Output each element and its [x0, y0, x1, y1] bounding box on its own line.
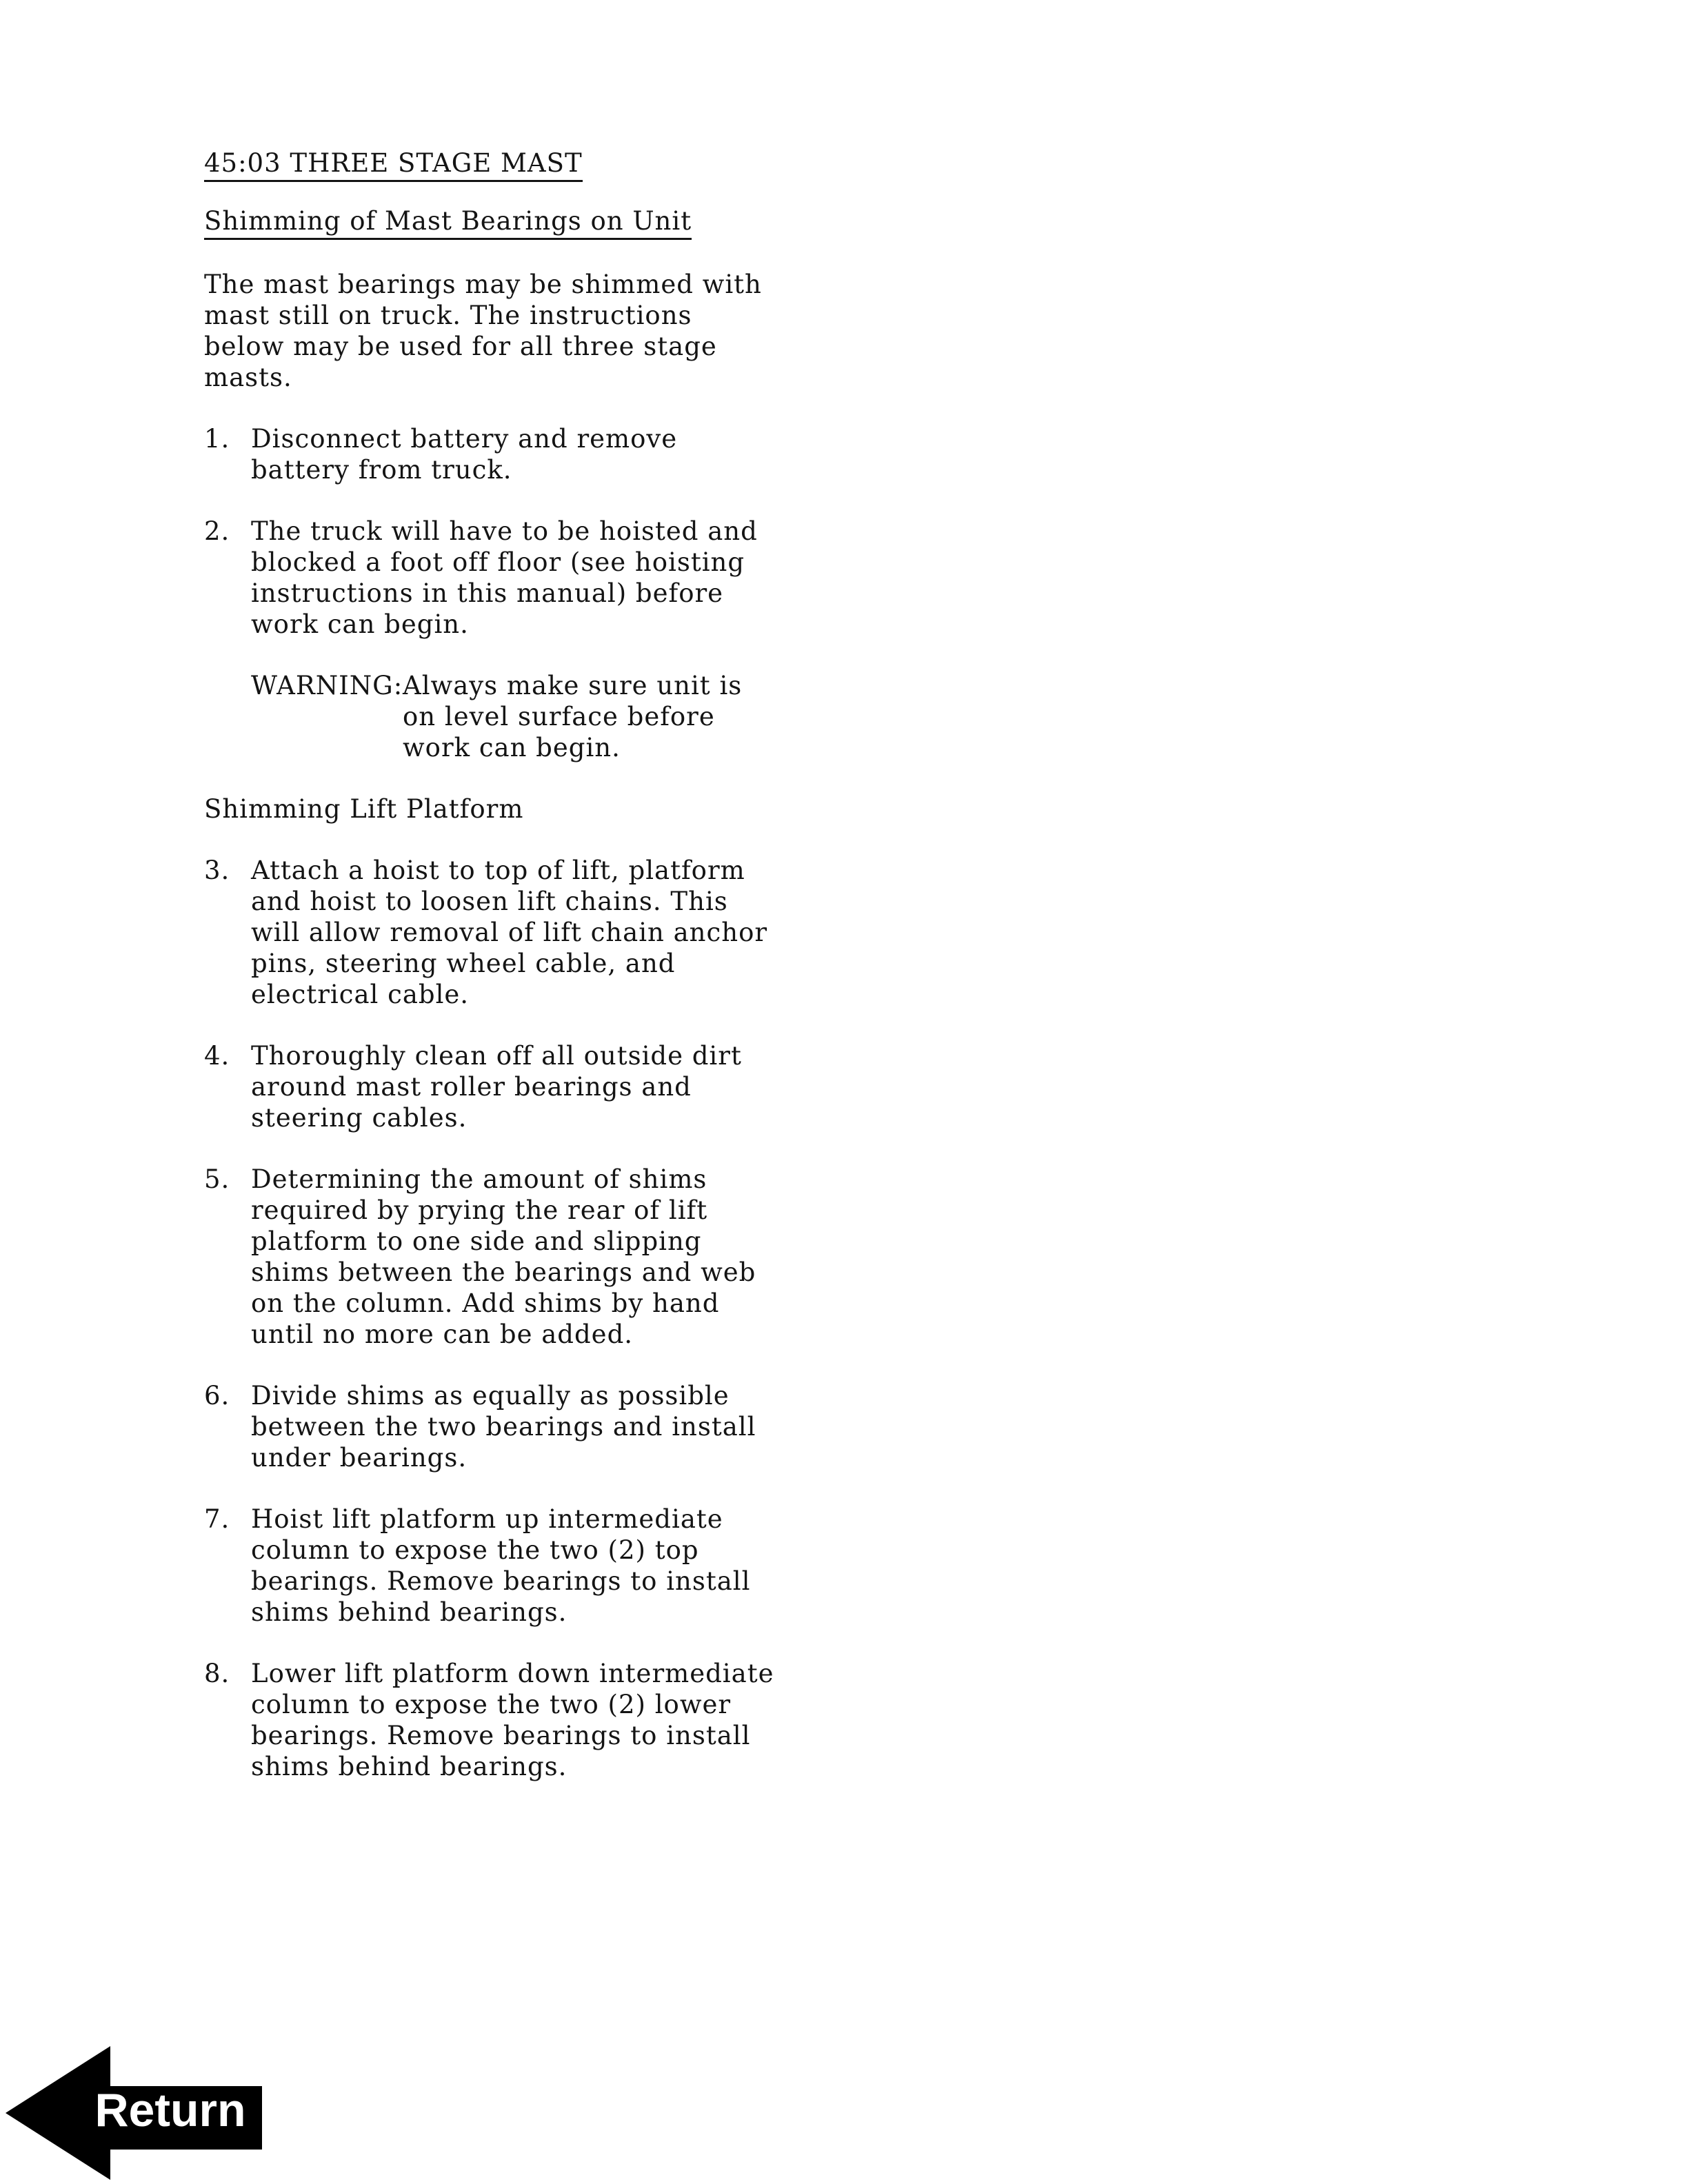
list-item: [204, 516, 811, 640]
list-item: [204, 1658, 811, 1782]
step-number: 4.: [204, 1041, 230, 1071]
warning-text: Always make sure unit is on level surface before work can begin.: [403, 671, 743, 762]
step-text: Thoroughly clean off all outside dirt around mast roller bearings and steering cables.: [251, 1041, 742, 1133]
step-text: Lower lift platform down intermediate column to expose the two (2) lower bearings. Remove bearings to install shims behind bearings.: [251, 1659, 774, 1781]
document-page: [204, 148, 811, 1812]
step-number: 3.: [204, 856, 230, 885]
step-number: 1.: [204, 424, 230, 454]
list-item: [204, 1040, 811, 1133]
step-number: 8.: [204, 1659, 230, 1688]
return-button-label: Return: [94, 2084, 246, 2136]
warning-label: WARNING:: [251, 671, 403, 700]
step-text: Determining the amount of shims required by prying the rear of lift platform to one side and slipping shims between the bearings and web on the column. Add shims by hand until no more can be added.: [251, 1164, 756, 1349]
steps-list-2: [204, 855, 811, 1782]
subtitle: Shimming of Mast Bearings on Unit: [204, 205, 692, 240]
step-number: 2.: [204, 516, 230, 546]
step-number: 6.: [204, 1381, 230, 1410]
step-number: 5.: [204, 1164, 230, 1194]
step-text: Attach a hoist to top of lift, platform and hoist to loosen lift chains. This will allow removal of lift chain anchor pins, steering wheel cable, and electrical cable.: [251, 856, 768, 1009]
intro-paragraph: The mast bearings may be shimmed with mast still on truck. The instructions below may be used for all three stage masts.: [204, 270, 762, 392]
step-text: Disconnect battery and remove battery from truck.: [251, 424, 678, 485]
return-button[interactable]: [6, 2046, 268, 2180]
list-item: [204, 855, 811, 1010]
steps-list-1: [204, 423, 811, 640]
step-text: The truck will have to be hoisted and blocked a foot off floor (see hoisting instructions in this manual) before work can begin.: [251, 516, 758, 639]
list-item: [204, 1504, 811, 1628]
section-heading: Shimming Lift Platform: [204, 794, 524, 824]
step-number: 7.: [204, 1504, 230, 1534]
list-item: [204, 423, 811, 485]
list-item: [204, 1380, 811, 1473]
warning-note: [251, 670, 811, 763]
step-text: Hoist lift platform up intermediate column to expose the two (2) top bearings. Remove bearings to install shims behind bearings.: [251, 1504, 751, 1627]
list-item: [204, 1164, 811, 1350]
step-text: Divide shims as equally as possible between the two bearings and install under bearings.: [251, 1381, 756, 1473]
section-title: 45:03 THREE STAGE MAST: [204, 148, 583, 182]
